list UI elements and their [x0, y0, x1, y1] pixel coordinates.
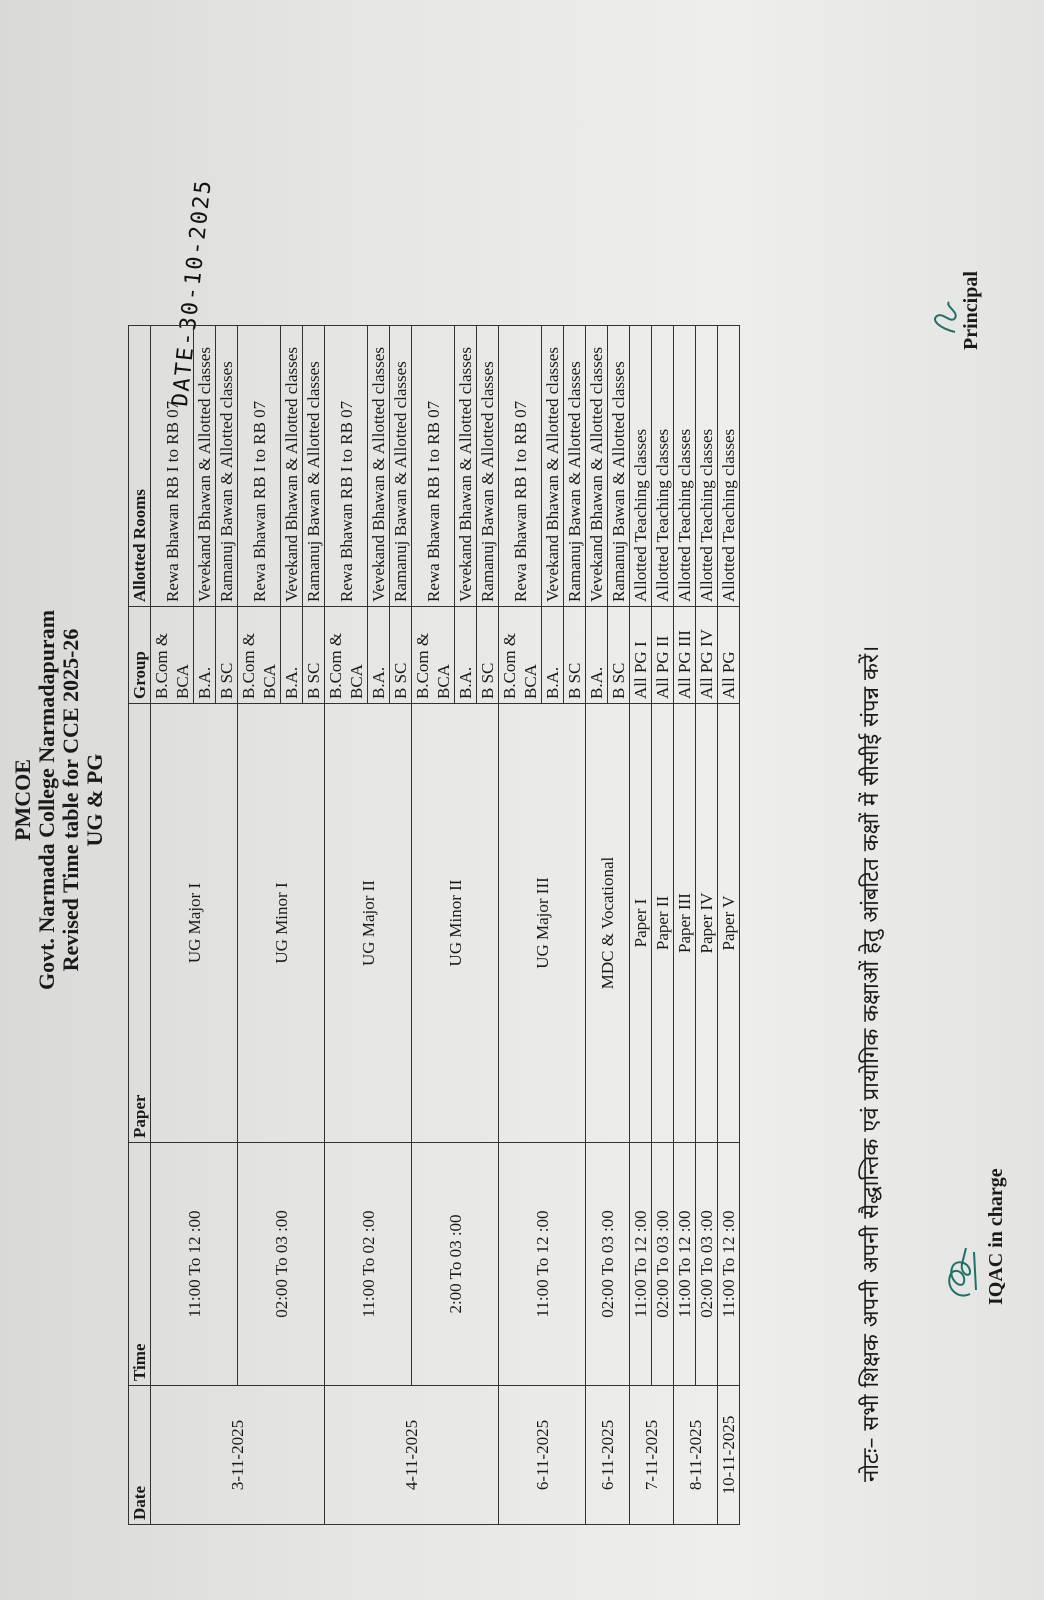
- table-row: [586, 326, 608, 1525]
- rooms-cell: Vevekand Bhawan & Allotted classes: [542, 326, 564, 607]
- note-text: नोटः– सभी शिक्षक अपनी अपनी सैद्धान्तिक एवं प्रायोगिक कक्षाओं हेतु आंबटित कक्षों में सीसीई संपन्न करें।: [859, 645, 884, 1482]
- document-subtitle: UG & PG: [82, 753, 107, 847]
- group-cell: B.Com & BCA: [412, 607, 455, 704]
- rooms-cell: Rewa Bhawan RB I to RB 07: [325, 326, 368, 607]
- paper-cell: UG Minor II: [412, 704, 499, 1143]
- time-cell: 02:00 To 03 :00: [696, 1143, 718, 1386]
- rooms-cell: Rewa Bhawan RB I to RB 07: [499, 326, 542, 607]
- paper-cell: UG Minor I: [238, 704, 325, 1143]
- rooms-cell: Ramanuj Bawan & Allotted classes: [564, 326, 586, 607]
- rooms-cell: Vevekand Bhawan & Allotted classes: [368, 326, 390, 607]
- table-row: [151, 326, 194, 1525]
- table-row: [718, 326, 740, 1525]
- paper-cell: MDC & Vocational: [586, 704, 630, 1143]
- group-cell: B SC: [477, 607, 499, 704]
- time-cell: 11:00 To 02 :00: [325, 1143, 412, 1386]
- header-group: Group: [129, 607, 151, 704]
- group-cell: All PG III: [674, 607, 696, 704]
- rooms-cell: Vevekand Bhawan & Allotted classes: [281, 326, 303, 607]
- group-cell: B.A.: [368, 607, 390, 704]
- rooms-cell: Allotted Teaching classes: [630, 326, 652, 607]
- time-cell: 11:00 To 12 :00: [151, 1143, 238, 1386]
- college-name: Govt. Narmada College Narmadapuram: [34, 609, 59, 991]
- rooms-cell: Rewa Bhawan RB I to RB 07: [412, 326, 455, 607]
- paper-cell: Paper III: [674, 704, 696, 1143]
- time-cell: 11:00 To 12 :00: [674, 1143, 696, 1386]
- rooms-cell: Ramanuj Bawan & Allotted classes: [303, 326, 325, 607]
- header-date: Date: [129, 1386, 151, 1525]
- time-cell: 02:00 To 03 :00: [586, 1143, 630, 1386]
- header-paper: Paper: [129, 704, 151, 1143]
- rooms-cell: Allotted Teaching classes: [696, 326, 718, 607]
- table-header-row: [129, 326, 151, 1525]
- rooms-cell: Ramanuj Bawan & Allotted classes: [390, 326, 412, 607]
- group-cell: B.A.: [281, 607, 303, 704]
- table-row: [696, 326, 718, 1525]
- rooms-cell: Rewa Bhawan RB I to RB 07: [238, 326, 281, 607]
- group-cell: All PG IV: [696, 607, 718, 704]
- time-cell: 02:00 To 03 :00: [238, 1143, 325, 1386]
- rooms-cell: Rewa Bhawan RB I to RB 07: [151, 326, 194, 607]
- handwritten-date: DATE-30-10-2025: [168, 177, 217, 408]
- paper-cell: UG Major I: [151, 704, 238, 1143]
- group-cell: All PG II: [652, 607, 674, 704]
- group-cell: B SC: [390, 607, 412, 704]
- group-cell: B.Com & BCA: [151, 607, 194, 704]
- document-title: Revised Time table for CCE 2025-26: [58, 628, 83, 972]
- rooms-cell: Vevekand Bhawan & Allotted classes: [455, 326, 477, 607]
- iqac-in-charge-label: IQAC in charge: [985, 1168, 1007, 1305]
- group-cell: B SC: [216, 607, 238, 704]
- rooms-cell: Ramanuj Bawan & Allotted classes: [216, 326, 238, 607]
- time-cell: 11:00 To 12 :00: [499, 1143, 586, 1386]
- time-cell: 11:00 To 12 :00: [630, 1143, 652, 1386]
- group-cell: B.Com & BCA: [325, 607, 368, 704]
- time-cell: 11:00 To 12 :00: [718, 1143, 740, 1386]
- group-cell: All PG I: [630, 607, 652, 704]
- group-cell: B SC: [303, 607, 325, 704]
- college-acronym: PMCOE: [10, 759, 35, 841]
- rooms-cell: Ramanuj Bawan & Allotted classes: [477, 326, 499, 607]
- group-cell: B.A.: [455, 607, 477, 704]
- date-cell: 3-11-2025: [151, 1386, 325, 1525]
- group-cell: B.Com & BCA: [238, 607, 281, 704]
- date-cell: 10-11-2025: [718, 1386, 740, 1525]
- rooms-cell: Allotted Teaching classes: [652, 326, 674, 607]
- principal-label: Principal: [960, 271, 982, 350]
- header-time: Time: [129, 1143, 151, 1386]
- group-cell: B.A.: [194, 607, 216, 704]
- table-row: [238, 326, 281, 1525]
- header-rooms: Allotted Rooms: [129, 326, 151, 607]
- group-cell: B.Com & BCA: [499, 607, 542, 704]
- date-cell: 6-11-2025: [499, 1386, 586, 1525]
- group-cell: B.A.: [542, 607, 564, 704]
- group-cell: B.A.: [586, 607, 608, 704]
- date-cell: 8-11-2025: [674, 1386, 718, 1525]
- paper-cell: UG Major III: [499, 704, 586, 1143]
- time-cell: 02:00 To 03 :00: [652, 1143, 674, 1386]
- paper-cell: UG Major II: [325, 704, 412, 1143]
- table-row: [499, 326, 542, 1525]
- group-cell: B SC: [608, 607, 630, 704]
- rooms-cell: Ramanuj Bawan & Allotted classes: [608, 326, 630, 607]
- timetable: [128, 325, 740, 1525]
- table-row: [674, 326, 696, 1525]
- rooms-cell: Allotted Teaching classes: [674, 326, 696, 607]
- date-cell: 4-11-2025: [325, 1386, 499, 1525]
- paper-cell: Paper II: [652, 704, 674, 1143]
- group-cell: All PG: [718, 607, 740, 704]
- group-cell: B SC: [564, 607, 586, 704]
- table-row: [412, 326, 455, 1525]
- table-row: [630, 326, 652, 1525]
- date-cell: 6-11-2025: [586, 1386, 630, 1525]
- rooms-cell: Vevekand Bhawan & Allotted classes: [586, 326, 608, 607]
- time-cell: 2:00 To 03 :00: [412, 1143, 499, 1386]
- rooms-cell: Allotted Teaching classes: [718, 326, 740, 607]
- table-row: [652, 326, 674, 1525]
- principal-signature: [925, 298, 961, 338]
- paper-cell: Paper I: [630, 704, 652, 1143]
- paper-cell: Paper V: [718, 704, 740, 1143]
- paper-cell: Paper IV: [696, 704, 718, 1143]
- date-cell: 7-11-2025: [630, 1386, 674, 1525]
- table-row: [325, 326, 368, 1525]
- rooms-cell: Vevekand Bhawan & Allotted classes: [194, 326, 216, 607]
- iqac-signature: [940, 1242, 985, 1302]
